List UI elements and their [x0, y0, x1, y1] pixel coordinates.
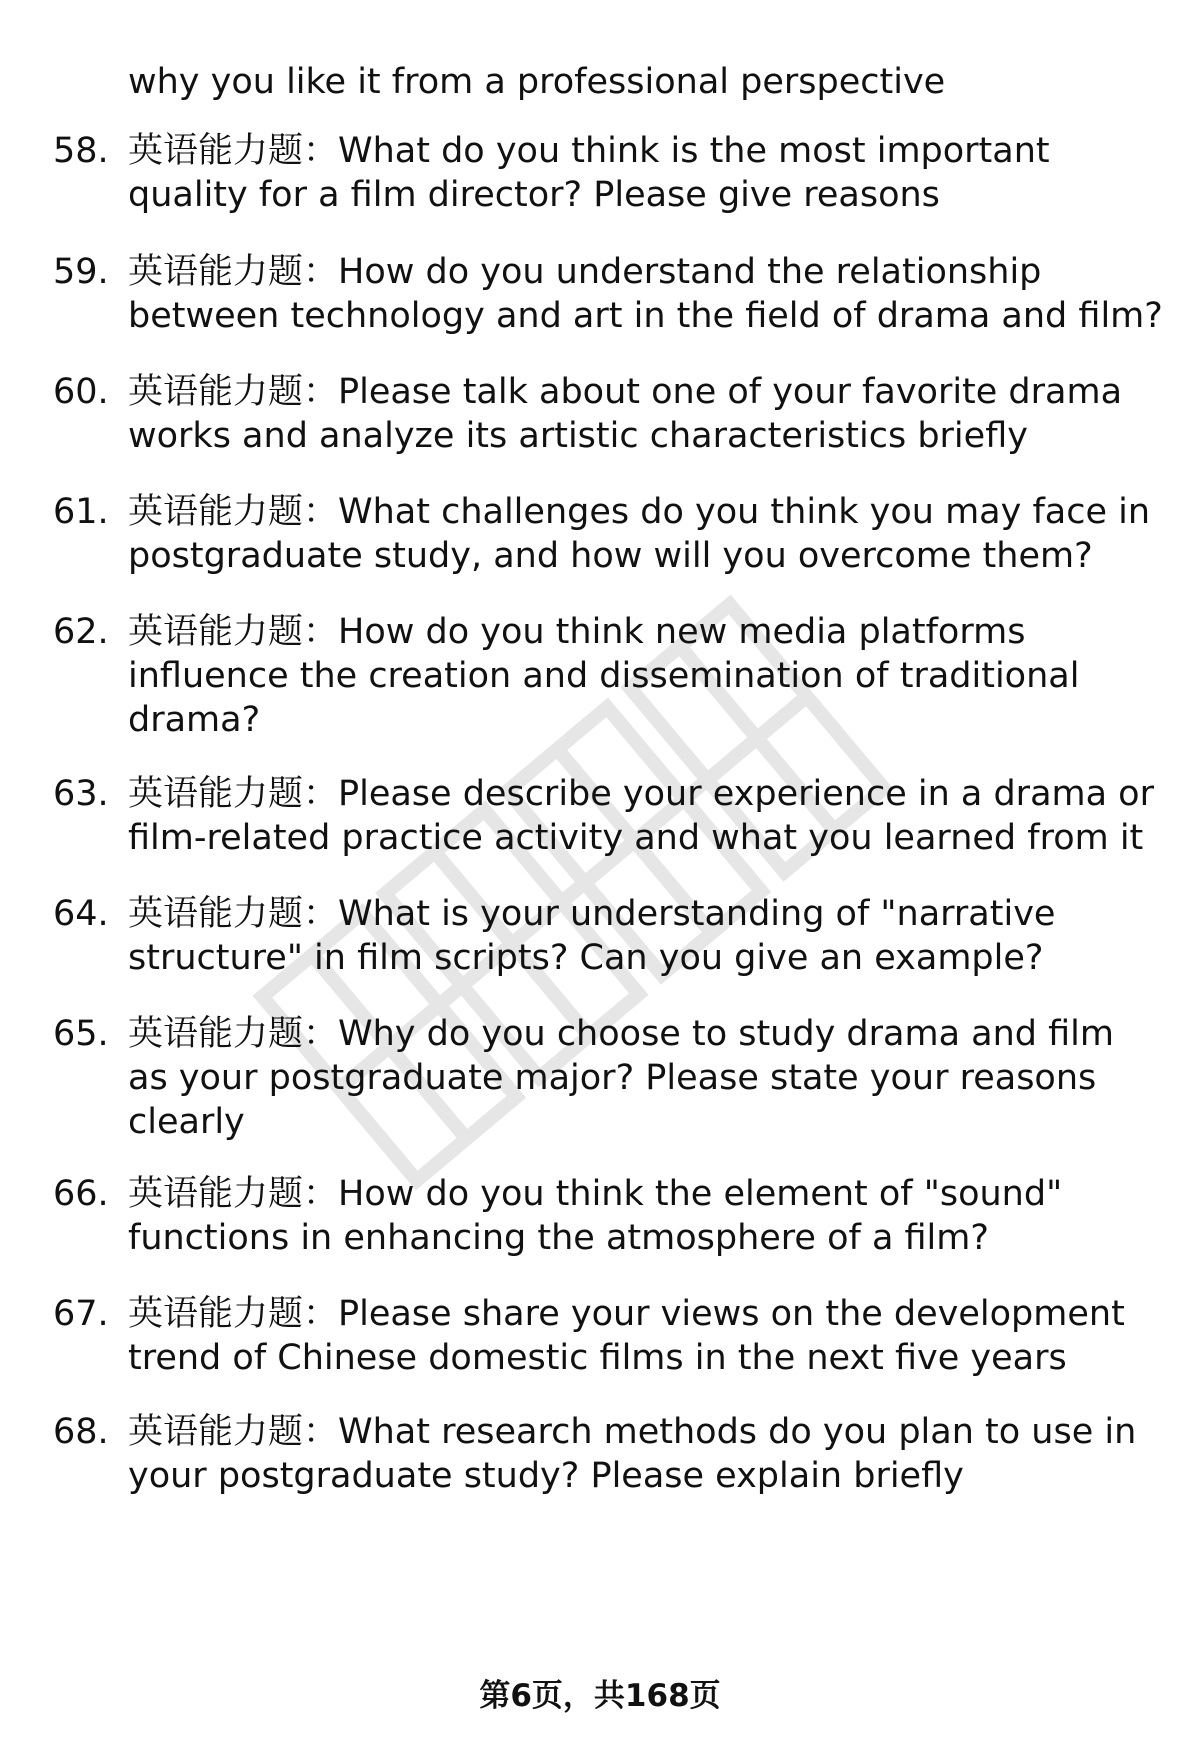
question-number: 64.	[53, 894, 109, 934]
question-number: 66.	[53, 1174, 109, 1214]
question-number: 60.	[53, 372, 109, 412]
question-number: 61.	[53, 492, 109, 532]
question-text-line: 英语能力题：How do you think new media platforms	[128, 612, 1026, 652]
question-number: 63.	[53, 774, 109, 814]
question-text-line: drama?	[128, 700, 261, 740]
question-text-line: 英语能力题：Please describe your experience in a drama or	[128, 774, 1154, 814]
question-text-line: film-related practice activity and what you learned from it	[128, 818, 1144, 858]
question-text-line: functions in enhancing the atmosphere of a film?	[128, 1218, 989, 1258]
question-text-line: quality for a film director? Please give reasons	[128, 175, 940, 215]
question-text-line: between technology and art in the field of drama and film?	[128, 296, 1163, 336]
question-text-line: postgraduate study, and how will you overcome them?	[128, 536, 1093, 576]
question-text-line: 英语能力题：How do you think the element of "sound"	[128, 1174, 1063, 1214]
question-text-line: works and analyze its artistic characteristics briefly	[128, 416, 1028, 456]
question-text-line: influence the creation and dissemination of traditional	[128, 656, 1080, 696]
question-text-line: trend of Chinese domestic films in the next five years	[128, 1338, 1067, 1378]
question-text-line: 英语能力题：How do you understand the relationship	[128, 252, 1042, 292]
question-number: 59.	[53, 252, 109, 292]
question-text-line: 英语能力题：What do you think is the most important	[128, 131, 1050, 171]
continuation-text: why you like it from a professional perspective	[128, 62, 946, 102]
question-text-line: 英语能力题：What is your understanding of "narrative	[128, 894, 1056, 934]
question-text-line: 英语能力题：What research methods do you plan to use in	[128, 1412, 1137, 1452]
question-number: 58.	[53, 131, 109, 171]
question-text-line: as your postgraduate major? Please state your reasons	[128, 1058, 1097, 1098]
question-text-line: your postgraduate study? Please explain briefly	[128, 1456, 964, 1496]
question-number: 65.	[53, 1014, 109, 1054]
question-text-line: 英语能力题：Please share your views on the development	[128, 1294, 1125, 1334]
question-text-line: structure" in film scripts? Can you give an example?	[128, 938, 1044, 978]
question-text-line: 英语能力题：Why do you choose to study drama and film	[128, 1014, 1114, 1054]
question-text-line: 英语能力题：Please talk about one of your favorite drama	[128, 372, 1123, 412]
question-number: 67.	[53, 1294, 109, 1334]
question-text-line: 英语能力题：What challenges do you think you may face in	[128, 492, 1151, 532]
question-number: 68.	[53, 1412, 109, 1452]
page-footer: 第6页，共168页	[479, 1678, 721, 1714]
question-text-line: clearly	[128, 1102, 245, 1142]
question-number: 62.	[53, 612, 109, 652]
